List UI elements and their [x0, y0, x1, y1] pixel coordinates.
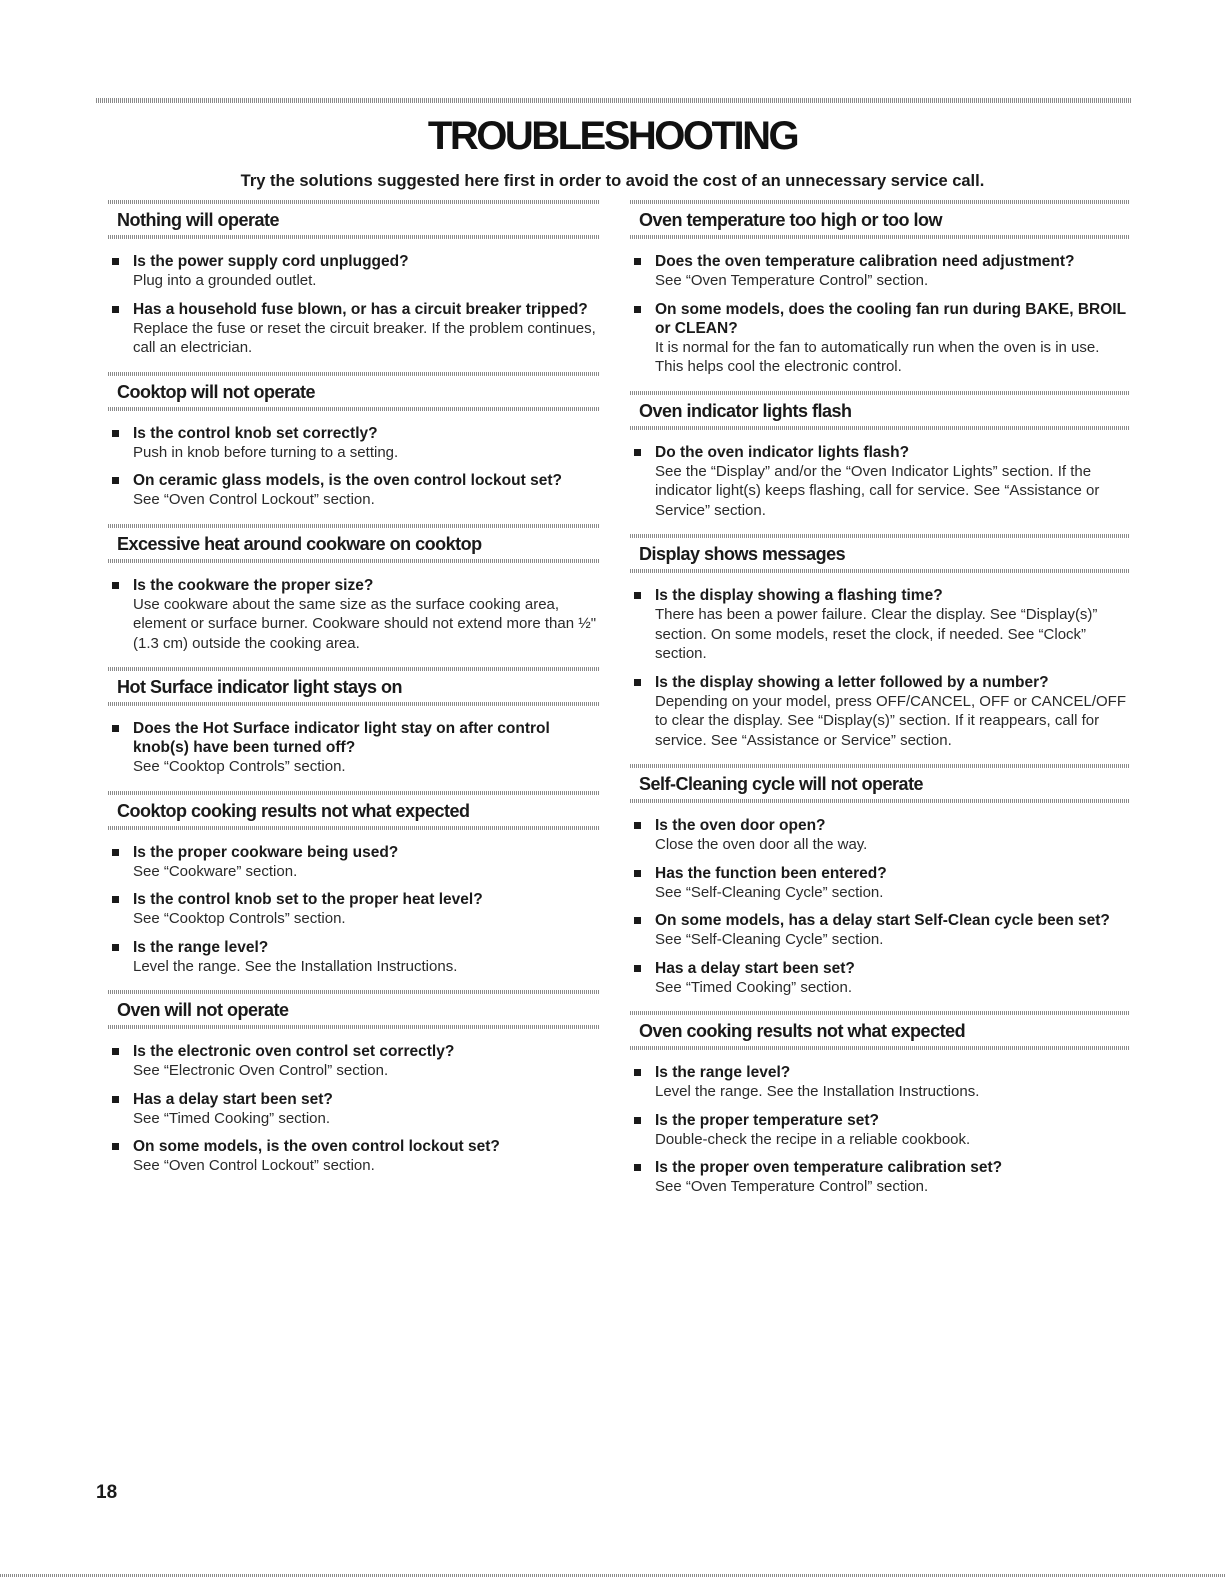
list-item — [630, 673, 1130, 751]
square-bullet-icon — [634, 1164, 641, 1171]
square-bullet-icon — [112, 477, 119, 484]
section-oven-cooking-results-not-what-expected — [630, 1011, 1130, 1197]
question-text: Is the oven door open? — [655, 817, 826, 834]
section-header — [630, 391, 1130, 430]
question-text: On some models, is the oven control lockout set? — [133, 1138, 500, 1155]
list-item — [108, 938, 600, 977]
question-text: Is the proper cookware being used? — [133, 843, 399, 861]
section-title: Oven will not operate — [117, 1000, 289, 1020]
answer-text: Push in knob before turning to a setting. — [133, 443, 399, 461]
section-cooktop-will-not-operate — [108, 372, 600, 510]
section-title: Display shows messages — [639, 544, 846, 564]
section-header — [630, 764, 1130, 803]
answer-text: See “Oven Temperature Control” section. — [655, 1178, 929, 1195]
question-text: Does the oven temperature calibration need adjustment? — [655, 253, 1075, 270]
answer-text: Use cookware about the same size as the surface cooking area, element or surface burner. Cookware should not extend more than ½" (1.3 cm) outside the cooking area. — [133, 595, 597, 652]
list-item — [630, 252, 1130, 291]
answer-text: It is normal for the fan to automatically run when the oven is in use. This helps cool the electronic control. — [655, 338, 1100, 375]
page-title: TROUBLESHOOTING — [427, 114, 798, 158]
square-bullet-icon — [112, 944, 119, 951]
answer-text: Close the oven door all the way. — [655, 836, 868, 853]
square-bullet-icon — [634, 1069, 641, 1076]
question-text: Is the cookware the proper size? — [133, 576, 374, 594]
square-bullet-icon — [634, 449, 641, 456]
section-title: Cooktop will not operate — [117, 381, 315, 402]
question-list — [108, 424, 600, 510]
bottom-rule — [0, 1574, 1225, 1577]
answer-text: See “Oven Control Lockout” section. — [133, 491, 375, 508]
left-column — [108, 200, 600, 1190]
section-nothing-will-operate — [108, 200, 600, 358]
section-title: Self-Cleaning cycle will not operate — [639, 774, 924, 794]
list-item — [108, 471, 600, 510]
question-text: Is the range level? — [655, 1064, 791, 1081]
square-bullet-icon — [112, 582, 119, 589]
answer-text: See “Cookware” section. — [133, 862, 298, 880]
section-title: Oven temperature too high or too low — [639, 210, 943, 230]
section-oven-will-not-operate — [108, 990, 600, 1176]
section-self-cleaning-cycle-will-not-operate — [630, 764, 1130, 997]
square-bullet-icon — [634, 965, 641, 972]
section-title: Excessive heat around cookware on cooktop — [117, 533, 482, 554]
square-bullet-icon — [634, 917, 641, 924]
section-header — [630, 534, 1130, 573]
square-bullet-icon — [634, 258, 641, 265]
section-title: Cooktop cooking results not what expected — [117, 800, 470, 821]
question-text: Is the range level? — [133, 938, 269, 956]
square-bullet-icon — [112, 306, 119, 313]
answer-text: Level the range. See the Installation Instructions. — [133, 957, 458, 975]
question-text: Has a delay start been set? — [133, 1090, 333, 1108]
square-bullet-icon — [634, 592, 641, 599]
section-cooktop-cooking-results-not-what-expected — [108, 791, 600, 977]
list-item — [108, 252, 600, 291]
page-number: 18 — [96, 1482, 118, 1503]
answer-text: See “Cooktop Controls” section. — [133, 910, 346, 927]
question-list — [630, 586, 1130, 750]
list-item — [108, 890, 600, 929]
square-bullet-icon — [634, 306, 641, 313]
answer-text: See “Cooktop Controls” section. — [133, 758, 346, 775]
question-text: Has the function been entered? — [655, 864, 887, 882]
list-item — [108, 719, 600, 777]
question-list — [630, 252, 1130, 377]
answer-text: There has been a power failure. Clear the display. See “Display(s)” section. On some models, reset the clock, if needed. See “Clock” section. — [655, 606, 1098, 662]
section-title: Hot Surface indicator light stays on — [117, 677, 403, 697]
question-text: Is the electronic oven control set correctly? — [133, 1043, 455, 1060]
list-item — [630, 959, 1130, 998]
right-column — [630, 200, 1130, 1211]
section-header — [108, 372, 600, 411]
question-text: On some models, has a delay start Self-Clean cycle been set? — [655, 912, 1110, 929]
answer-text: See the “Display” and/or the “Oven Indicator Lights” section. If the indicator light(s) keeps flashing, call for service. See “Assistance or Service” section. — [655, 462, 1100, 519]
question-list — [630, 443, 1130, 521]
answer-text: See “Self-Cleaning Cycle” section. — [655, 931, 884, 948]
list-item — [630, 443, 1130, 521]
question-list — [108, 576, 600, 654]
question-text: Is the display showing a flashing time? — [655, 587, 943, 604]
list-item — [108, 1090, 600, 1129]
answer-text: See “Self-Cleaning Cycle” section. — [655, 883, 884, 901]
list-item — [630, 1111, 1130, 1150]
intro-text: Try the solutions suggested here first in order to avoid the cost of an unnecessary service call. — [240, 172, 985, 190]
question-text: Is the proper oven temperature calibration set? — [655, 1159, 1003, 1176]
question-text: Is the display showing a letter followed by a number? — [655, 673, 1049, 691]
question-list — [108, 719, 600, 777]
section-title: Oven indicator lights flash — [639, 400, 852, 421]
square-bullet-icon — [112, 1048, 119, 1055]
question-text: Is the power supply cord unplugged? — [133, 253, 409, 270]
section-header — [108, 200, 600, 239]
answer-text: See “Oven Temperature Control” section. — [655, 272, 929, 289]
answer-text: See “Timed Cooking” section. — [133, 1109, 331, 1127]
square-bullet-icon — [634, 679, 641, 686]
question-text: Is the control knob set to the proper heat level? — [133, 891, 483, 908]
question-text: Is the control knob set correctly? — [133, 424, 378, 442]
square-bullet-icon — [634, 870, 641, 877]
list-item — [630, 864, 1130, 903]
list-item — [630, 816, 1130, 855]
list-item — [108, 424, 600, 463]
section-title: Oven cooking results not what expected — [639, 1021, 966, 1041]
answer-text: Depending on your model, press OFF/CANCEL, OFF or CANCEL/OFF to clear the display. See “Display(s)” section. If it reappears, call for service. See “Assistance or Service” section. — [655, 692, 1126, 749]
list-item — [108, 576, 600, 654]
section-oven-indicator-lights-flash — [630, 391, 1130, 521]
square-bullet-icon — [112, 1096, 119, 1103]
square-bullet-icon — [112, 849, 119, 856]
question-list — [630, 1063, 1130, 1197]
question-text: Has a delay start been set? — [655, 959, 855, 977]
question-list — [108, 1042, 600, 1176]
question-text: Has a household fuse blown, or has a circuit breaker tripped? — [133, 300, 588, 318]
square-bullet-icon — [112, 725, 119, 732]
square-bullet-icon — [634, 1117, 641, 1124]
section-hot-surface-indicator-light-stays-on — [108, 667, 600, 777]
answer-text: See “Timed Cooking” section. — [655, 978, 853, 996]
list-item — [630, 300, 1130, 377]
section-display-shows-messages — [630, 534, 1130, 750]
square-bullet-icon — [112, 1143, 119, 1150]
answer-text: Plug into a grounded outlet. — [133, 272, 317, 289]
section-header — [108, 990, 600, 1029]
question-text: Is the proper temperature set? — [655, 1111, 879, 1129]
list-item — [108, 300, 600, 358]
section-title: Nothing will operate — [117, 210, 280, 230]
section-header — [108, 791, 600, 830]
question-list — [108, 252, 600, 358]
top-rule — [96, 98, 1132, 103]
question-list — [108, 843, 600, 977]
question-list — [630, 816, 1130, 997]
square-bullet-icon — [112, 258, 119, 265]
list-item — [630, 1158, 1130, 1197]
answer-text: Double-check the recipe in a reliable cookbook. — [655, 1130, 971, 1148]
section-oven-temperature-too-high-or-too-low — [630, 200, 1130, 377]
answer-text: See “Electronic Oven Control” section. — [133, 1062, 389, 1079]
list-item — [630, 586, 1130, 664]
list-item — [630, 911, 1130, 950]
section-header — [108, 524, 600, 563]
question-text: On ceramic glass models, is the oven control lockout set? — [133, 472, 562, 489]
question-text: Does the Hot Surface indicator light stay on after control knob(s) have been turned off? — [133, 720, 550, 756]
section-header — [630, 1011, 1130, 1050]
list-item — [108, 843, 600, 882]
list-item — [108, 1042, 600, 1081]
section-excessive-heat-around-cookware-on-cooktop — [108, 524, 600, 654]
square-bullet-icon — [112, 430, 119, 437]
section-header — [108, 667, 600, 706]
answer-text: Level the range. See the Installation Instructions. — [655, 1083, 980, 1100]
list-item — [108, 1137, 600, 1176]
question-text: Do the oven indicator lights flash? — [655, 443, 910, 461]
square-bullet-icon — [112, 896, 119, 903]
section-header — [630, 200, 1130, 239]
square-bullet-icon — [634, 822, 641, 829]
answer-text: Replace the fuse or reset the circuit breaker. If the problem continues, call an electrician. — [133, 319, 596, 356]
question-text: On some models, does the cooling fan run during BAKE, BROIL or CLEAN? — [655, 300, 1126, 337]
answer-text: See “Oven Control Lockout” section. — [133, 1157, 375, 1174]
list-item — [630, 1063, 1130, 1102]
